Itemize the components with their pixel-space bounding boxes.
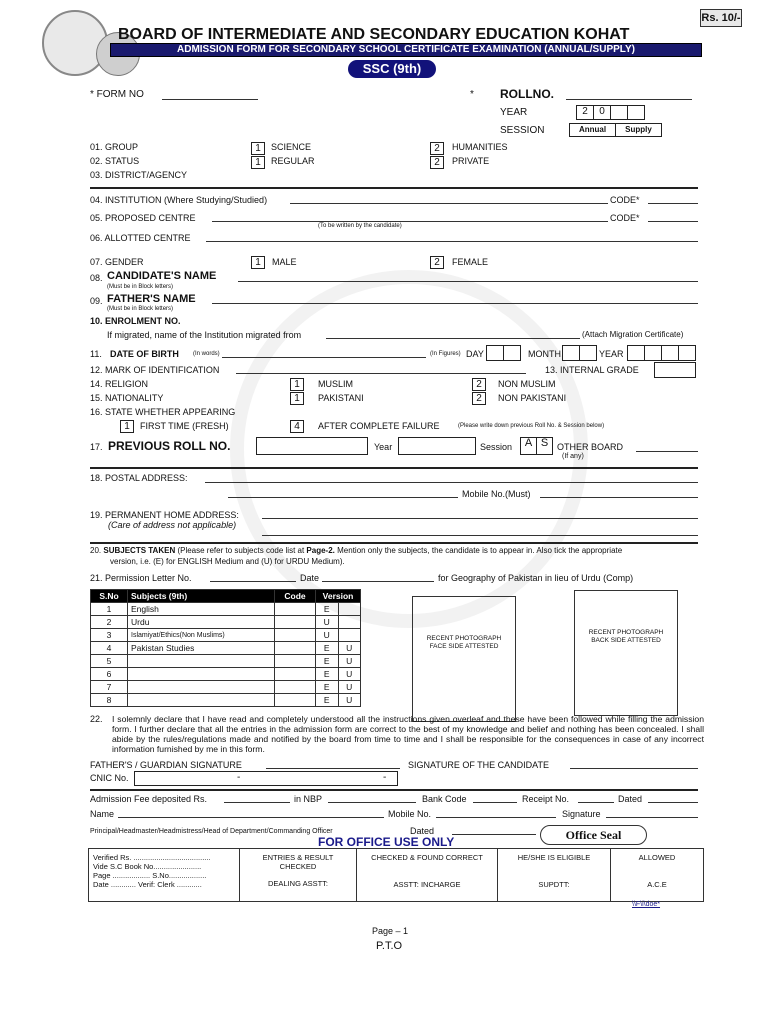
form-no-label: * FORM NO <box>90 89 144 100</box>
father-name-note: (Must be in Block letters) <box>107 306 174 312</box>
gender-male: MALE <box>272 257 297 267</box>
declaration-num: 22. <box>90 714 103 724</box>
dob-year-4[interactable] <box>678 345 696 361</box>
permission-tail: for Geography of Pakistan in lieu of Urdu (Comp) <box>438 573 634 583</box>
gender-label: 07. GENDER <box>90 257 144 267</box>
group-check-2[interactable]: 2 <box>430 142 444 155</box>
group-check-1[interactable]: 1 <box>251 142 265 155</box>
col-code: Code <box>275 590 316 603</box>
subject-code-field[interactable] <box>275 629 316 642</box>
mobile-label: Mobile No.(Must) <box>462 489 531 499</box>
subjects-text: (Please refer to subjects code list at <box>177 546 305 555</box>
office-checked-cell <box>357 849 498 902</box>
institution-field[interactable] <box>290 203 608 204</box>
dob-num: 11. <box>90 349 102 359</box>
permanent-address-note: (Care of address not applicable) <box>108 520 237 530</box>
subject-name: Urdu <box>128 616 275 629</box>
board-title: BOARD OF INTERMEDIATE AND SECONDARY EDUCATION KOHAT <box>118 26 630 43</box>
officer-signature-field[interactable] <box>606 817 698 818</box>
postal-address-line-1[interactable] <box>205 482 698 483</box>
subject-code-field[interactable] <box>275 616 316 629</box>
principal-dated-field[interactable] <box>452 834 536 835</box>
subject-sno: 5 <box>91 655 128 668</box>
proposed-code-label: CODE* <box>610 213 640 223</box>
nationality-non-pakistani: NON PAKISTANI <box>498 393 567 403</box>
institution-code-field[interactable] <box>648 203 698 204</box>
office-allowed: ALLOWED <box>638 853 676 862</box>
religion-check-2[interactable]: 2 <box>472 378 486 391</box>
office-eligible-cell <box>498 849 611 902</box>
subject-row <box>91 655 361 668</box>
status-private: PRIVATE <box>452 156 490 166</box>
prev-roll-label: PREVIOUS ROLL NO. <box>108 439 231 453</box>
subject-row <box>91 616 361 629</box>
pto-label: P.T.O <box>376 940 403 952</box>
other-board-note: (If any) <box>562 453 584 460</box>
migration-note: (Attach Migration Certificate) <box>582 330 684 339</box>
group-science: SCIENCE <box>271 142 312 152</box>
identification-field[interactable] <box>236 373 526 374</box>
session-annual[interactable]: Annual <box>569 123 616 137</box>
appearing-note: (Please write down previous Roll No. & Session below) <box>458 423 605 429</box>
subject-name: Islamiyat/Ethics(Non Muslims) <box>128 629 275 642</box>
candidate-name-note: (Must be in Block letters) <box>107 284 174 290</box>
subject-version-e[interactable]: U <box>316 629 339 642</box>
migration-label: If migrated, name of the Institution migrated from <box>107 330 302 340</box>
dob-day-1[interactable] <box>486 345 504 361</box>
office-entries-checked: ENTRIES & RESULT CHECKED <box>262 853 334 871</box>
subject-sno: 6 <box>91 668 128 681</box>
enrolment-label: 10. ENROLMENT NO. <box>90 316 181 326</box>
allotted-centre-label: 06. ALLOTTED CENTRE <box>90 233 191 243</box>
religion-label: 14. RELIGION <box>90 379 149 389</box>
subject-row <box>91 629 361 642</box>
status-regular: REGULAR <box>271 156 315 166</box>
page-number: Page – 1 <box>372 926 409 936</box>
appearing-failure: AFTER COMPLETE FAILURE <box>318 421 440 431</box>
other-board-field[interactable] <box>636 451 698 452</box>
group-humanities: HUMANITIES <box>452 142 508 152</box>
dob-label: DATE OF BIRTH <box>110 349 179 359</box>
nbp-field[interactable] <box>328 802 416 803</box>
nationality-check-2[interactable]: 2 <box>472 392 486 405</box>
bank-code-label: Bank Code <box>422 794 467 804</box>
subjects-header-row <box>91 590 361 603</box>
appearing-fresh: FIRST TIME (FRESH) <box>140 421 229 431</box>
internal-grade-label: 13. INTERNAL GRADE <box>545 365 639 375</box>
district-label: 03. DISTRICT/AGENCY <box>90 170 188 180</box>
subject-version-u[interactable] <box>338 603 361 616</box>
appearing-label: 16. STATE WHETHER APPEARING <box>90 407 236 417</box>
postal-address-label: 18. POSTAL ADDRESS: <box>90 473 188 483</box>
declaration-text: I solemnly declare that I have read and completely understood all the instructions given overleaf and these have been followed while filling the admission form. I further declare that all the entries in the admission form are correct to the best of my knowledge and belief and nothing has been concealed. I shall abide by the rules/regulations made and notified by the board from time to time and I shall be responsible for the consequences in case of any incorrect information furnished by me in this form. <box>112 714 704 754</box>
dob-year-2[interactable] <box>644 345 662 361</box>
subject-version-u[interactable]: U <box>338 642 361 655</box>
status-label: 02. STATUS <box>90 156 140 166</box>
proposed-centre-field[interactable] <box>212 221 608 222</box>
office-verified: Verified Rs. ..................................... <box>93 853 211 862</box>
name-field[interactable] <box>118 817 384 818</box>
gender-female: FEMALE <box>452 257 489 267</box>
subjects-version-note: version, i.e. (E) for ENGLISH Medium and (U) for URDU Medium). <box>110 557 345 566</box>
section-divider <box>90 789 698 791</box>
proposed-code-field[interactable] <box>648 221 698 222</box>
prev-roll-num: 17. <box>90 442 103 452</box>
roll-no-label: ROLLNO. <box>500 87 554 101</box>
subject-row <box>91 694 361 707</box>
subject-version-u[interactable]: U <box>338 694 361 707</box>
subjects-num: 20. <box>90 546 102 555</box>
office-ace: A.C.E <box>647 880 667 889</box>
candidate-signature-field[interactable] <box>570 768 698 769</box>
permission-field[interactable] <box>210 581 296 582</box>
subject-version-e[interactable]: E <box>316 668 339 681</box>
receipt-label: Receipt No. <box>522 794 570 804</box>
status-check-1[interactable]: 1 <box>251 156 265 169</box>
prev-session-supply[interactable]: S <box>536 437 553 455</box>
subject-code-field[interactable] <box>275 655 316 668</box>
subject-version-e[interactable]: U <box>316 616 339 629</box>
subject-name <box>128 668 275 681</box>
subject-name <box>128 681 275 694</box>
postal-address-line-2[interactable] <box>228 497 458 498</box>
religion-non-muslim: NON MUSLIM <box>498 379 556 389</box>
subject-sno: 4 <box>91 642 128 655</box>
officer-mobile-label: Mobile No. <box>388 809 432 819</box>
principal-dated-label: Dated <box>410 826 435 836</box>
subject-row <box>91 668 361 681</box>
subjects-instruction <box>90 546 622 555</box>
subject-code-field[interactable] <box>275 603 316 616</box>
office-entries-cell <box>240 849 357 902</box>
office-supdtt: SUPDTT: <box>538 880 570 889</box>
board-logo <box>42 10 108 76</box>
internal-grade-field[interactable] <box>654 362 696 378</box>
subject-version-u[interactable] <box>338 616 361 629</box>
subject-row <box>91 603 361 616</box>
proposed-centre-label: 05. PROPOSED CENTRE <box>90 213 196 223</box>
cnic-field[interactable] <box>134 771 398 786</box>
permission-date-label: Date <box>300 573 320 583</box>
office-found-correct: CHECKED & FOUND CORRECT <box>371 853 483 862</box>
subject-sno: 8 <box>91 694 128 707</box>
permission-date-field[interactable] <box>322 581 434 582</box>
subject-code-field[interactable] <box>275 642 316 655</box>
migration-field[interactable] <box>326 338 580 339</box>
father-name-field[interactable] <box>212 303 698 304</box>
prev-session-label: Session <box>480 442 513 452</box>
dob-year-label: YEAR <box>599 349 624 359</box>
office-sc-book: Vide S.C Book No....................... <box>93 862 202 871</box>
candidate-signature-label: SIGNATURE OF THE CANDIDATE <box>408 760 550 770</box>
subject-version-u[interactable]: U <box>338 681 361 694</box>
fee-dated-field[interactable] <box>648 802 698 803</box>
permanent-address-line-2[interactable] <box>262 535 698 536</box>
officer-mobile-field[interactable] <box>436 817 556 818</box>
office-verification-cell <box>89 849 240 902</box>
candidate-name-num: 08. <box>90 273 103 283</box>
permission-label: 21. Permission Letter No. <box>90 573 192 583</box>
year-digit-1[interactable]: 2 <box>576 105 594 120</box>
office-seal: Office Seal <box>540 825 647 845</box>
subject-row <box>91 681 361 694</box>
file-reference: \\F\i\doe* <box>632 901 661 908</box>
mobile-field[interactable] <box>540 497 698 498</box>
photo-back-label: RECENT PHOTOGRAPH BACK SIDE ATTESTED <box>588 629 664 644</box>
subject-sno: 7 <box>91 681 128 694</box>
father-name-num: 09. <box>90 296 103 306</box>
exam-badge: SSC (9th) <box>348 60 436 78</box>
dob-figures-note: (In Figures) <box>430 351 461 357</box>
appearing-check-4[interactable]: 4 <box>290 420 304 433</box>
subject-version-e[interactable]: E <box>316 694 339 707</box>
subject-name: English <box>128 603 275 616</box>
institution-label: 04. INSTITUTION (Where Studying/Studied) <box>90 195 268 205</box>
photo-front-label: RECENT PHOTOGRAPH FACE SIDE ATTESTED <box>426 635 502 650</box>
religion-check-1[interactable]: 1 <box>290 378 304 391</box>
subject-sno: 2 <box>91 616 128 629</box>
permanent-address-line-1[interactable] <box>262 518 698 519</box>
gender-check-1[interactable]: 1 <box>251 256 265 269</box>
section-divider <box>90 467 698 469</box>
principal-label: Principal/Headmaster/Headmistress/Head of Department/Commanding Officer <box>90 828 333 835</box>
year-label: YEAR <box>500 107 528 118</box>
gender-check-2[interactable]: 2 <box>430 256 444 269</box>
fee-amount-field[interactable] <box>224 802 290 803</box>
dob-words-note: (In words) <box>193 351 220 357</box>
office-asstt-incharge: ASSTT: INCHARGE <box>393 880 461 889</box>
subject-name <box>128 655 275 668</box>
religion-muslim: MUSLIM <box>318 379 354 389</box>
year-digit-4[interactable] <box>627 105 645 120</box>
fee-dated-label: Dated <box>618 794 643 804</box>
office-use-title: FOR OFFICE USE ONLY <box>318 835 455 849</box>
permanent-address-label: 19. PERMANENT HOME ADDRESS: <box>90 510 239 520</box>
nbp-label: in NBP <box>294 794 323 804</box>
candidate-name-label: CANDIDATE'S NAME <box>107 270 217 282</box>
section-divider <box>90 542 698 544</box>
form-fee: Rs. 10/- <box>700 9 742 27</box>
prev-year-label: Year <box>374 442 393 452</box>
subjects-table <box>90 589 361 707</box>
nationality-pakistani: PAKISTANI <box>318 393 364 403</box>
dob-words-field[interactable] <box>222 357 426 358</box>
subject-version-e[interactable]: E <box>316 681 339 694</box>
office-date: Date ............ Verif: Clerk ............ <box>93 880 202 889</box>
prev-year-field[interactable] <box>398 437 476 455</box>
officer-signature-label: Signature <box>562 809 601 819</box>
prev-roll-field[interactable] <box>256 437 368 455</box>
section-divider <box>90 187 698 189</box>
col-subject: Subjects (9th) <box>128 590 275 603</box>
form-subtitle: ADMISSION FORM FOR SECONDARY SCHOOL CERTIFICATE EXAMINATION (ANNUAL/SUPPLY) <box>110 43 702 57</box>
dob-month-label: MONTH <box>528 349 561 359</box>
subject-version-u[interactable]: U <box>338 655 361 668</box>
father-name-label: FATHER'S NAME <box>107 293 196 305</box>
nationality-check-1[interactable]: 1 <box>290 392 304 405</box>
office-eligible: HE/SHE IS ELIGIBLE <box>517 853 591 862</box>
year-digit-3[interactable] <box>610 105 628 120</box>
subject-version-u[interactable] <box>338 629 361 642</box>
photo-back[interactable] <box>574 590 678 716</box>
form-no-field[interactable] <box>162 99 258 100</box>
group-label: 01. GROUP <box>90 142 139 152</box>
subjects-page: Page-2. <box>306 546 335 555</box>
roll-no-field[interactable] <box>566 99 692 100</box>
subject-code-field[interactable] <box>275 681 316 694</box>
cnic-label: CNIC No. <box>90 773 129 783</box>
subject-sno: 1 <box>91 603 128 616</box>
appearing-check-1[interactable]: 1 <box>120 420 134 433</box>
subjects-label: SUBJECTS TAKEN <box>103 546 176 555</box>
dob-year-3[interactable] <box>661 345 679 361</box>
cnic-dash-1: - <box>237 772 241 783</box>
office-page: Page .................. S.No.................. <box>93 871 207 880</box>
other-board-label: OTHER BOARD <box>557 442 624 452</box>
office-allowed-cell <box>611 849 704 902</box>
candidate-name-field[interactable] <box>238 281 698 282</box>
subject-version-e[interactable]: E <box>316 603 339 616</box>
year-digit-2[interactable]: 0 <box>593 105 611 120</box>
allotted-centre-field[interactable] <box>206 241 698 242</box>
father-signature-label: FATHER'S / GUARDIAN SIGNATURE <box>90 760 242 770</box>
father-signature-field[interactable] <box>266 768 400 769</box>
subject-row <box>91 642 361 655</box>
receipt-field[interactable] <box>578 802 614 803</box>
proposed-centre-note: (To be written by the candidate) <box>318 223 402 229</box>
session-label: SESSION <box>500 125 545 136</box>
session-supply[interactable]: Supply <box>615 123 662 137</box>
office-use-table <box>88 848 704 902</box>
institution-code-label: CODE* <box>610 195 640 205</box>
office-dealing-asstt: DEALING ASSTT: <box>267 879 329 888</box>
subjects-text-2: Mention only the subjects, the candidate is to appear in. Also tick the appropriate <box>337 546 623 555</box>
subject-code-field[interactable] <box>275 668 316 681</box>
cnic-dash-2: - <box>383 772 387 783</box>
col-sno: S.No <box>91 590 128 603</box>
subject-code-field[interactable] <box>275 694 316 707</box>
name-label: Name <box>90 809 115 819</box>
subject-name: Pakistan Studies <box>128 642 275 655</box>
fee-label: Admission Fee deposited Rs. <box>90 794 208 804</box>
dob-day-label: DAY <box>466 349 484 359</box>
identification-label: 12. MARK OF IDENTIFICATION <box>90 365 220 375</box>
dob-month-2[interactable] <box>579 345 597 361</box>
status-check-2[interactable]: 2 <box>430 156 444 169</box>
dob-year-1[interactable] <box>627 345 645 361</box>
subject-version-u[interactable]: U <box>338 668 361 681</box>
subject-name <box>128 694 275 707</box>
photo-front[interactable] <box>412 596 516 722</box>
prev-session-annual[interactable]: A <box>520 437 537 455</box>
subject-version-e[interactable]: E <box>316 655 339 668</box>
bank-code-field[interactable] <box>473 802 517 803</box>
subject-sno: 3 <box>91 629 128 642</box>
dob-month-1[interactable] <box>562 345 580 361</box>
subject-version-e[interactable]: E <box>316 642 339 655</box>
col-version: Version <box>316 590 361 603</box>
nationality-label: 15. NATIONALITY <box>90 393 164 403</box>
roll-star: * <box>470 89 474 100</box>
dob-day-2[interactable] <box>503 345 521 361</box>
